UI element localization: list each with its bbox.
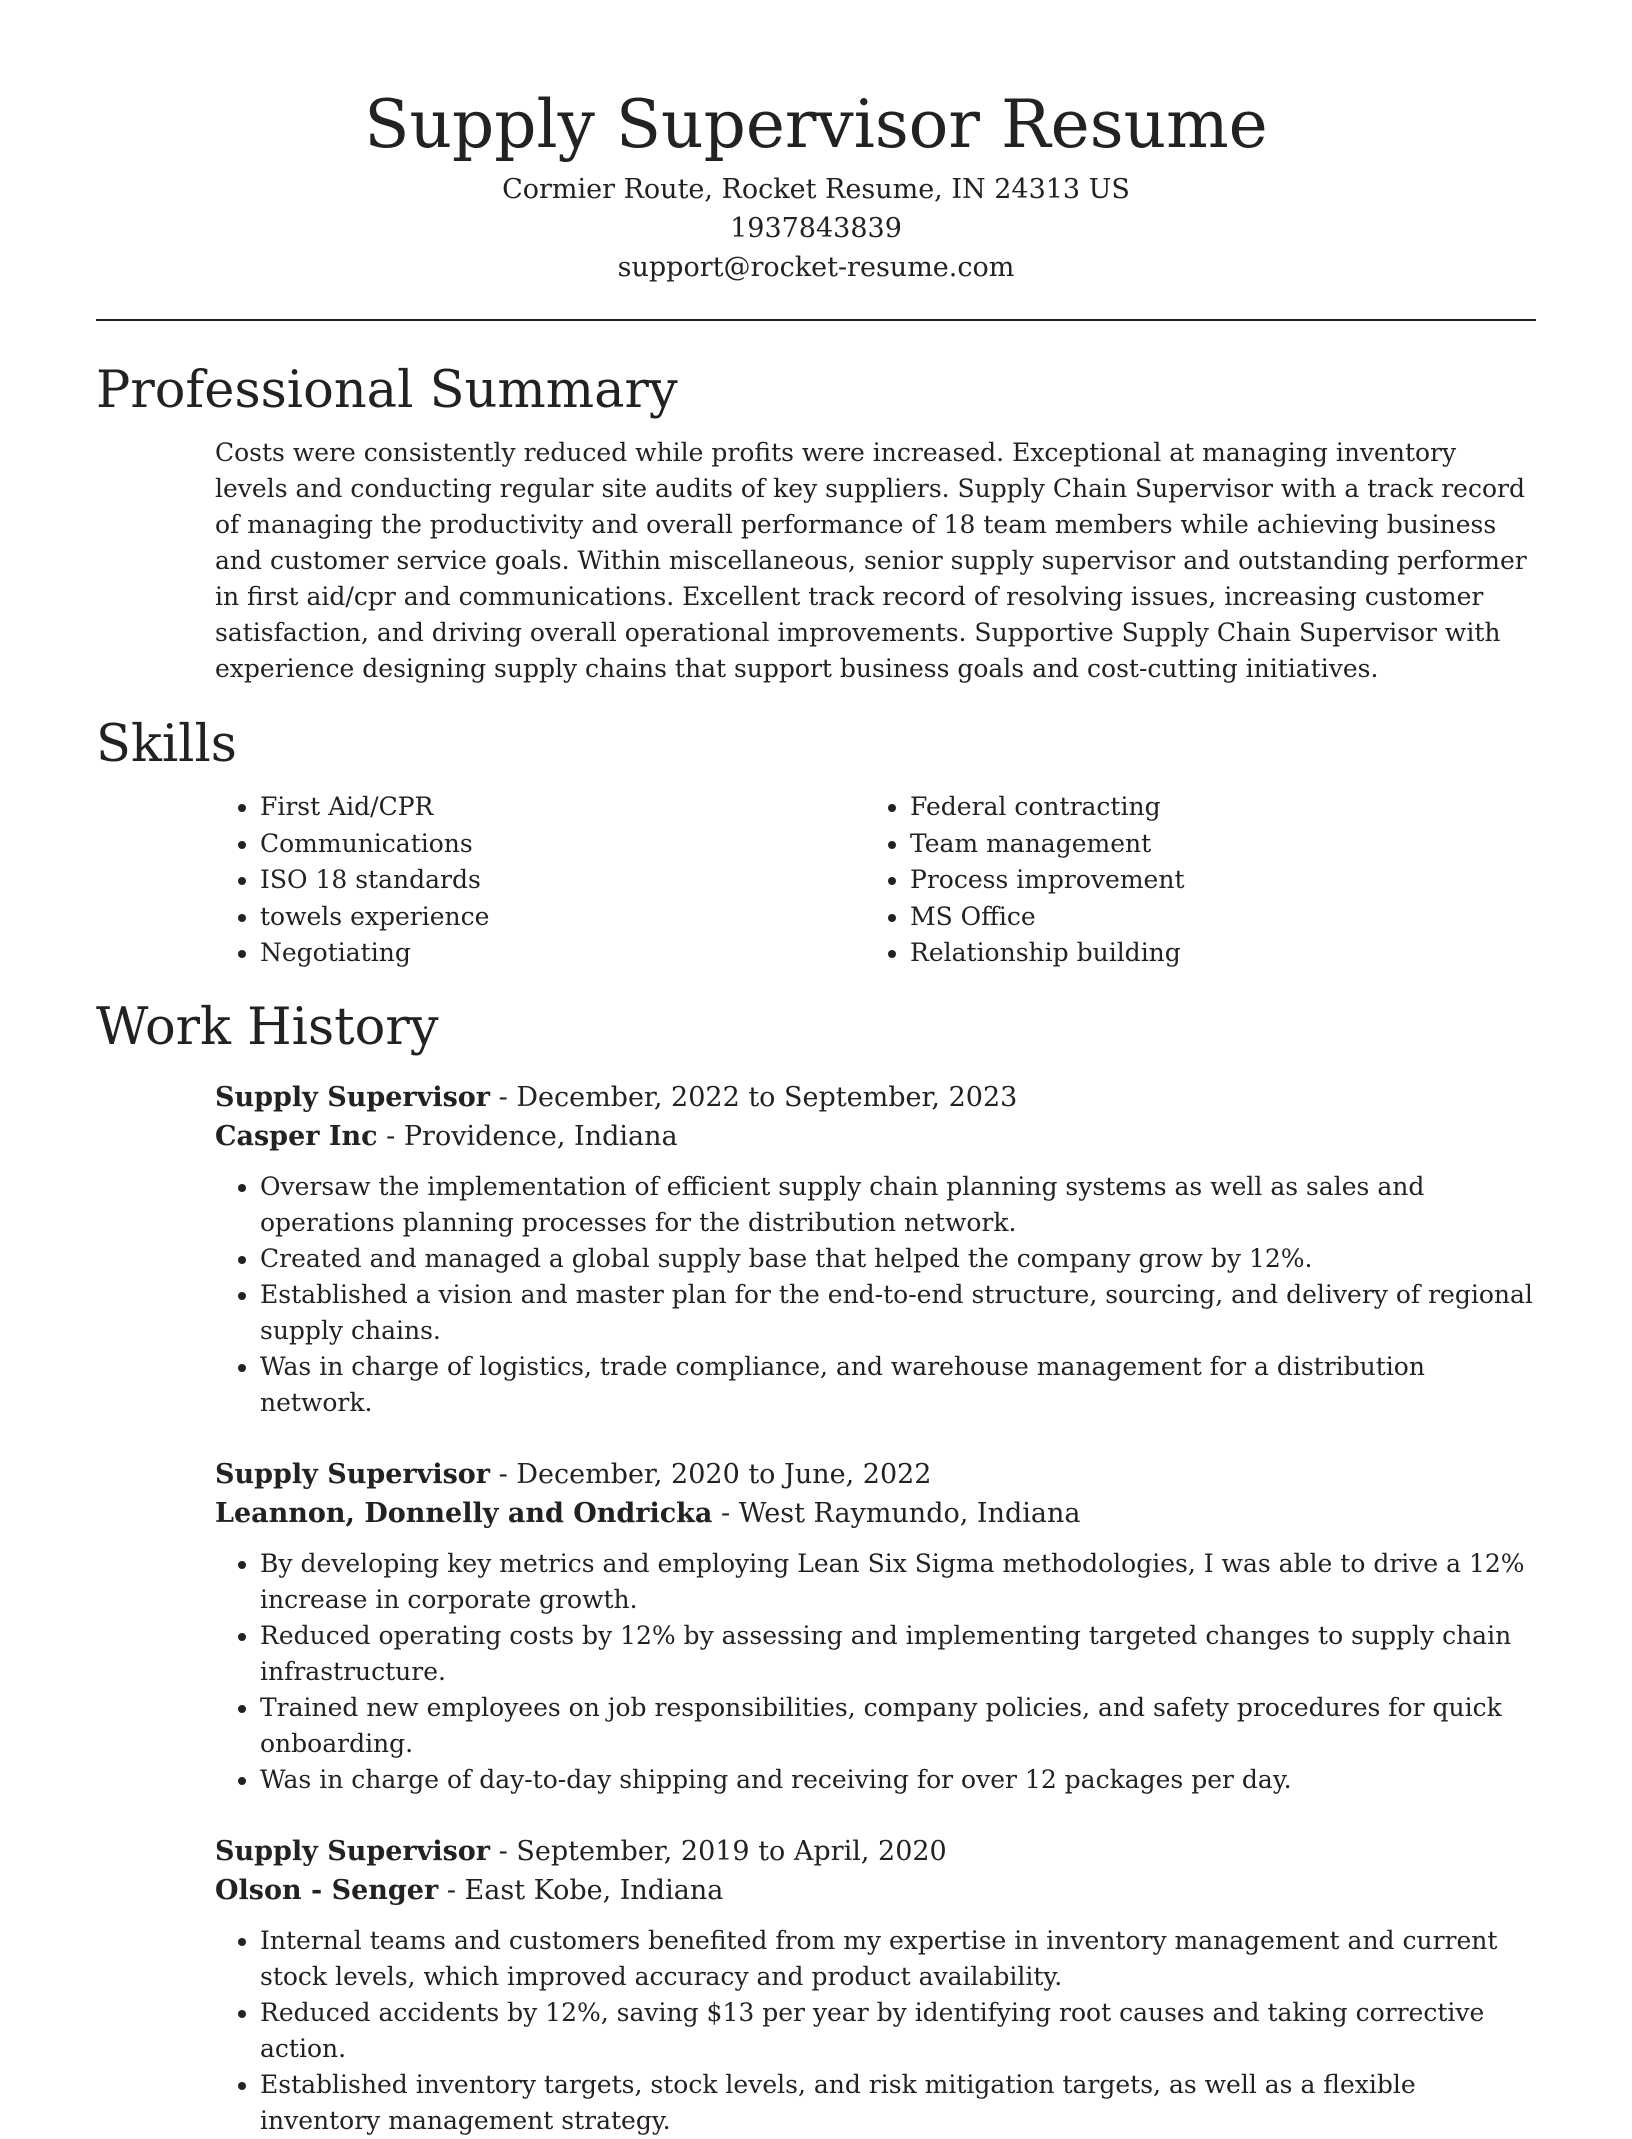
work-history-heading: Work History xyxy=(96,997,439,1057)
job-bullet: • Oversaw the implementation of efficient supply chain planning systems as well as sales and operations planning processes for the distribution network. xyxy=(260,1169,1536,1241)
skill-item: • Communications xyxy=(260,826,865,863)
skill-item: • First Aid/CPR xyxy=(260,789,865,826)
job-separator: - xyxy=(498,1081,517,1113)
job-location: West Raymundo, Indiana xyxy=(738,1497,1081,1529)
job-location: East Kobe, Indiana xyxy=(464,1874,724,1906)
resume-header xyxy=(96,80,1536,287)
job-bullet: • Internal teams and customers benefited from my expertise in inventory management and current stock levels, which improved accuracy and product availability. xyxy=(260,1923,1536,1995)
skill-item: • MS Office xyxy=(910,899,1515,936)
job-bullet: • Reduced accidents by 12%, saving $13 per year by identifying root causes and taking corrective action. xyxy=(260,1995,1536,2067)
skill-item: • towels experience xyxy=(260,899,865,936)
skill-item: • Process improvement xyxy=(910,862,1515,899)
contact-email: support@rocket-resume.com xyxy=(617,252,1015,283)
skill-item: • Team management xyxy=(910,826,1515,863)
skills-column-right xyxy=(865,789,1515,972)
skill-item: • Federal contracting xyxy=(910,789,1515,826)
job-bullets xyxy=(215,1923,1536,2139)
job-title-line xyxy=(215,1832,1536,1871)
resume-title: Supply Supervisor Resume xyxy=(364,86,1268,163)
skill-item: • ISO 18 standards xyxy=(260,862,865,899)
job-title: Supply Supervisor xyxy=(215,1458,491,1490)
job-company: Casper Inc xyxy=(215,1120,378,1152)
job-location: Providence, Indiana xyxy=(403,1120,678,1152)
skills-heading: Skills xyxy=(96,715,237,774)
job-title-line xyxy=(215,1078,1536,1117)
skill-item: • Relationship building xyxy=(910,935,1515,972)
header-divider xyxy=(96,319,1536,321)
contact-phone: 1937843839 xyxy=(730,213,902,244)
job-separator: - xyxy=(446,1874,465,1906)
job-separator: - xyxy=(720,1497,739,1529)
job-bullet: • Established a vision and master plan for the end-to-end structure, sourcing, and delivery of regional supply chains. xyxy=(260,1277,1536,1349)
skills-list xyxy=(215,789,1536,972)
summary-heading: Professional Summary xyxy=(96,361,678,420)
job-title-line xyxy=(215,1455,1536,1494)
job-title: Supply Supervisor xyxy=(215,1835,491,1867)
summary-paragraph: Costs were consistently reduced while profits were increased. Exceptional at managing inventory levels and conducting regular site audits of key suppliers. Supply Chain Supervisor with a track record of managing the productivity and overall performance of 18 team members while achieving business and customer service goals. Within miscellaneous, senior supply supervisor and outstanding performer in first aid/cpr and communications. Excellent track record of resolving issues, increasing customer satisfaction, and driving overall operational improvements. Supportive Supply Chain Supervisor with experience designing supply chains that support business goals and cost-cutting initiatives. xyxy=(215,438,1527,683)
job-bullets xyxy=(215,1169,1536,1421)
job-company: Leannon, Donnelly and Ondricka xyxy=(215,1497,713,1529)
skills-column-left xyxy=(215,789,865,972)
job-separator: - xyxy=(498,1835,517,1867)
contact-address: Cormier Route, Rocket Resume, IN 24313 US xyxy=(502,174,1130,205)
skill-item: • Negotiating xyxy=(260,935,865,972)
job-bullet: • Established inventory targets, stock levels, and risk mitigation targets, as well as a flexible inventory management strategy. xyxy=(260,2067,1536,2139)
job-entry xyxy=(215,1078,1536,1421)
job-title: Supply Supervisor xyxy=(215,1081,491,1113)
job-bullet: • Trained new employees on job responsibilities, company policies, and safety procedures for quick onboarding. xyxy=(260,1690,1536,1762)
job-bullet: • Was in charge of day-to-day shipping and receiving for over 12 packages per day. xyxy=(260,1762,1536,1798)
job-bullet: • Was in charge of logistics, trade compliance, and warehouse management for a distribution network. xyxy=(260,1349,1536,1421)
job-dates: September, 2019 to April, 2020 xyxy=(516,1835,947,1867)
job-entry xyxy=(215,1455,1536,1798)
job-company-line xyxy=(215,1494,1536,1533)
job-bullets xyxy=(215,1546,1536,1798)
job-bullet: • By developing key metrics and employing Lean Six Sigma methodologies, I was able to drive a 12% increase in corporate growth. xyxy=(260,1546,1536,1618)
job-company-line xyxy=(215,1117,1536,1156)
job-dates: December, 2020 to June, 2022 xyxy=(516,1458,932,1490)
job-entry xyxy=(215,1832,1536,2139)
resume-page xyxy=(96,80,1536,2139)
job-company: Olson - Senger xyxy=(215,1874,439,1906)
job-dates: December, 2022 to September, 2023 xyxy=(516,1081,1018,1113)
job-bullet: • Reduced operating costs by 12% by assessing and implementing targeted changes to supply chain infrastructure. xyxy=(260,1618,1536,1690)
job-company-line xyxy=(215,1871,1536,1910)
job-bullet: • Created and managed a global supply base that helped the company grow by 12%. xyxy=(260,1241,1536,1277)
job-separator: - xyxy=(386,1120,404,1152)
job-separator: - xyxy=(498,1458,517,1490)
